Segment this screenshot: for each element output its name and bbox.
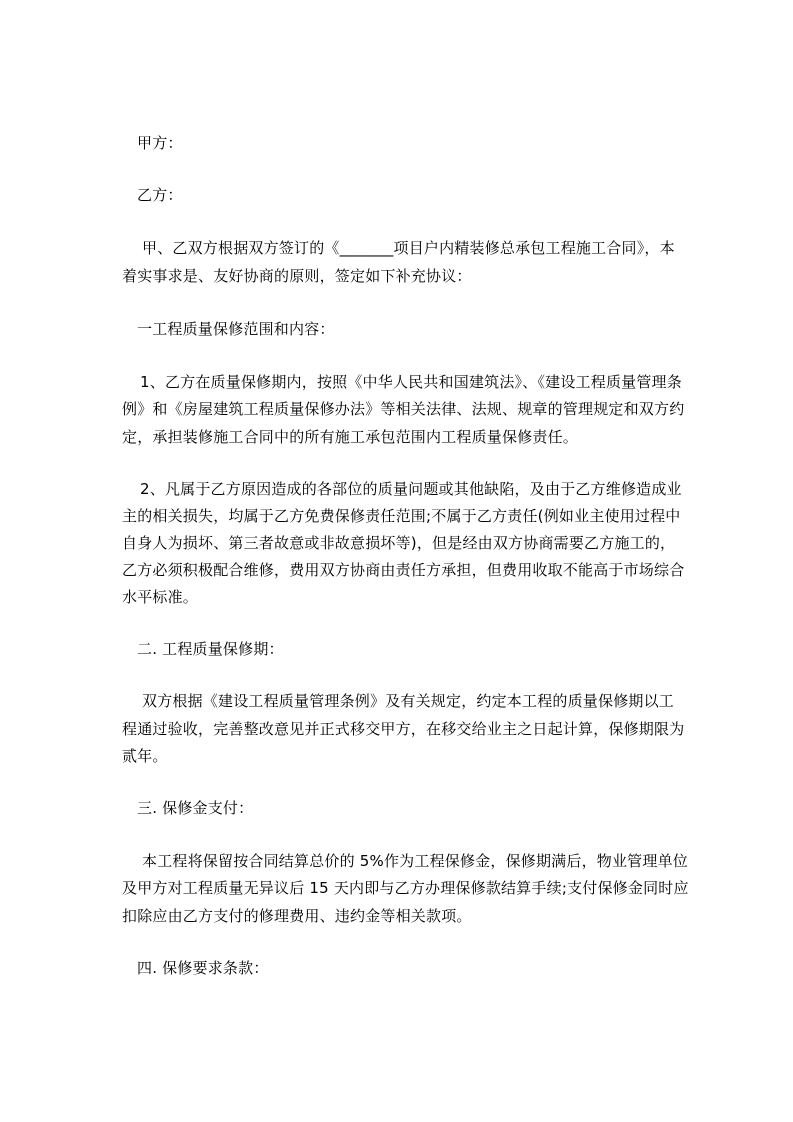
section-2-p1-line-3: 贰年。	[122, 747, 168, 765]
section-1-p2-line-3: 自身人为损坏、第三者故意或非故意损坏等)，但是经由双方协商需要乙方施工的，	[122, 534, 676, 552]
section-1-heading: 一工程质量保修范围和内容：	[137, 320, 335, 338]
section-1-p2-line-5: 水平标准。	[122, 588, 199, 606]
section-1-p2-line-4: 乙方必须积极配合维修，费用双方协商由责任方承担，但费用收取不能高于市场综合	[122, 561, 685, 579]
section-3-p1-line-2: 及甲方对工程质量无异议后 15 天内即与乙方办理保修款结算手续;支付保修金同时应	[122, 879, 689, 897]
section-3-heading: 三. 保修金支付：	[137, 799, 254, 817]
section-1-p1-line-2: 例》和《房屋建筑工程质量保修办法》等相关法律、法规、规章的管理规定和双方约	[122, 400, 685, 418]
section-1-p2-line-2: 主的相关损失，均属于乙方免费保修责任范围;不属于乙方责任(例如业主使用过程中	[122, 507, 681, 525]
party-b-label: 乙方：	[137, 186, 183, 204]
section-3-p1-line-1: 本工程将保留按合同结算总价的 5%作为工程保修金，保修期满后，物业管理单位	[142, 852, 688, 870]
section-1-p2-line-1: 2、凡属于乙方原因造成的各部位的质量问题或其他缺陷，及由于乙方维修造成业	[140, 480, 682, 498]
section-1-p1-line-1: 1、乙方在质量保修期内，按照《中华人民共和国建筑法》、《建设工程质量管理条	[140, 373, 682, 391]
section-4-heading: 四. 保修要求条款：	[137, 959, 269, 977]
section-2-heading: 二. 工程质量保修期：	[137, 640, 284, 658]
intro-line-1: 甲、乙双方根据双方签订的《_______项目户内精装修总承包工程施工合同》，本	[142, 239, 675, 257]
intro-line-2: 着实事求是、友好协商的原则，签定如下补充协议：	[122, 267, 472, 285]
section-2-p1-line-2: 程通过验收，完善整改意见并正式移交甲方，在移交给业主之日起计算，保修期限为	[122, 720, 685, 738]
section-3-p1-line-3: 扣除应由乙方支付的修理费用、违约金等相关款项。	[122, 907, 472, 925]
section-2-p1-line-1: 双方根据《建设工程质量管理条例》及有关规定，约定本工程的质量保修期以工	[142, 692, 675, 710]
section-1-p1-line-3: 定，承担装修施工合同中的所有施工承包范围内工程质量保修责任。	[122, 428, 579, 446]
party-a-label: 甲方：	[137, 134, 183, 152]
